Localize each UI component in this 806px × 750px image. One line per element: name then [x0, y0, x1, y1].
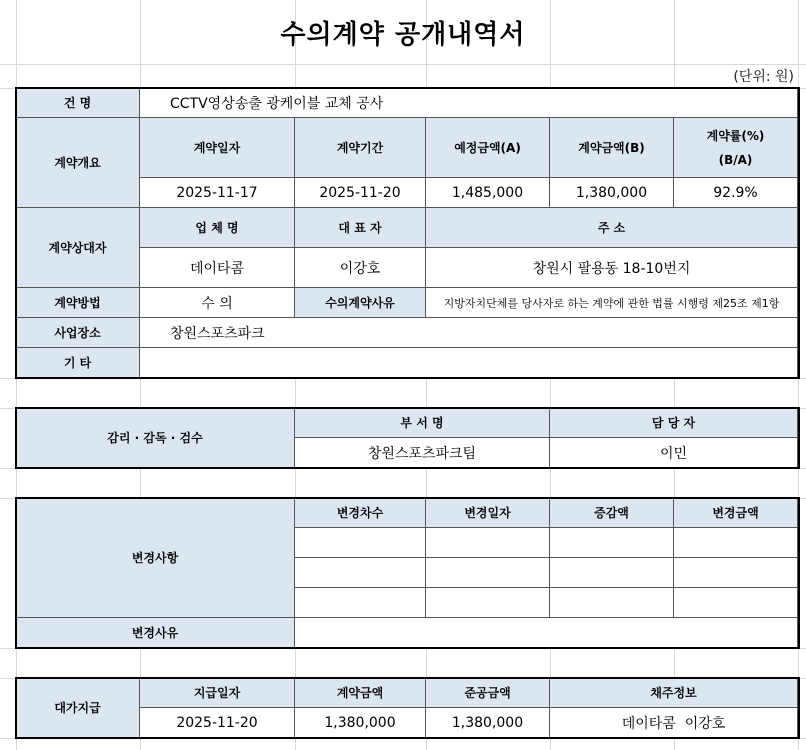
etc-label: 기 타 — [16, 348, 140, 378]
page-title: 수의계약 공개내역서 — [280, 20, 526, 50]
unit-label: (단위: 원) — [733, 69, 794, 85]
changed-amount-header: 변경금액 — [674, 498, 798, 528]
change-row-1-date — [426, 528, 550, 558]
contract-period-header: 계약기간 — [295, 118, 426, 178]
estimate-amount-value: 1,485,000 — [426, 178, 550, 208]
creditor-info-value: 데이타콤 이강호 — [550, 708, 798, 738]
payment-date-header: 지급일자 — [140, 678, 295, 708]
payment-contract-amount-value: 1,380,000 — [295, 708, 426, 738]
manager-header: 담 당 자 — [550, 408, 798, 438]
creditor-info-header: 채주정보 — [550, 678, 798, 708]
contract-overview-label: 계약개요 — [16, 118, 140, 208]
contract-date-value: 2025-11-17 — [140, 178, 295, 208]
changes-label: 변경사항 — [16, 498, 295, 618]
contract-date-header: 계약일자 — [140, 118, 295, 178]
change-row-3-delta — [550, 588, 674, 618]
address-header: 주 소 — [426, 208, 798, 248]
representative-header: 대 표 자 — [295, 208, 426, 248]
change-row-1-round — [295, 528, 426, 558]
change-reason-value — [295, 618, 798, 648]
contract-method-label: 계약방법 — [16, 288, 140, 318]
contract-amount-value: 1,380,000 — [550, 178, 674, 208]
supervision-label: 감리 · 감독 · 검수 — [16, 408, 295, 468]
project-site-label: 사업장소 — [16, 318, 140, 348]
contract-method-value: 수 의 — [140, 288, 295, 318]
change-delta-header: 증감액 — [550, 498, 674, 528]
change-row-2-amount — [674, 558, 798, 588]
change-row-3-date — [426, 588, 550, 618]
change-row-2-delta — [550, 558, 674, 588]
contract-rate-header-line1: 계약률(%) — [706, 128, 765, 143]
contract-period-value: 2025-11-20 — [295, 178, 426, 208]
gridline-h — [0, 64, 806, 65]
company-name-value: 데이타콤 — [140, 248, 295, 288]
contract-rate-value: 92.9% — [674, 178, 798, 208]
contract-name-value: CCTV영상송출 광케이블 교체 공사 — [140, 88, 798, 118]
change-row-3-round — [295, 588, 426, 618]
company-name-header: 업 체 명 — [140, 208, 295, 248]
project-site-value: 창원스포츠파크 — [140, 318, 798, 348]
change-row-2-round — [295, 558, 426, 588]
change-row-1-amount — [674, 528, 798, 558]
address-value: 창원시 팔용동 18-10번지 — [426, 248, 798, 288]
gridline-h — [0, 468, 806, 469]
payment-label: 대가지급 — [16, 678, 140, 738]
gridline-v — [798, 0, 799, 750]
private-contract-reason-value: 지방자치단체를 당사자로 하는 계약에 관한 법률 시행령 제25조 제1항 — [426, 288, 798, 318]
change-row-1-delta — [550, 528, 674, 558]
contract-rate-header-line2: (B/A) — [718, 152, 753, 167]
contract-name-label: 건 명 — [16, 88, 140, 118]
department-header: 부 서 명 — [295, 408, 550, 438]
payment-contract-amount-header: 계약금액 — [295, 678, 426, 708]
manager-value: 이민 — [550, 438, 798, 468]
counterparty-label: 계약상대자 — [16, 208, 140, 288]
estimate-amount-header: 예정금액(A) — [426, 118, 550, 178]
department-value: 창원스포츠파크팀 — [295, 438, 550, 468]
representative-value: 이강호 — [295, 248, 426, 288]
gridline-h — [0, 378, 806, 379]
change-reason-label: 변경사유 — [16, 618, 295, 648]
change-round-header: 변경차수 — [295, 498, 426, 528]
completion-amount-header: 준공금액 — [426, 678, 550, 708]
gridline-h — [0, 738, 806, 739]
completion-amount-value: 1,380,000 — [426, 708, 550, 738]
gridline-h — [0, 648, 806, 649]
change-row-2-date — [426, 558, 550, 588]
contract-amount-header: 계약금액(B) — [550, 118, 674, 178]
payment-date-value: 2025-11-20 — [140, 708, 295, 738]
contract-rate-header — [674, 118, 798, 178]
private-contract-reason-label: 수의계약사유 — [295, 288, 426, 318]
etc-value — [140, 348, 798, 378]
change-row-3-amount — [674, 588, 798, 618]
change-date-header: 변경일자 — [426, 498, 550, 528]
